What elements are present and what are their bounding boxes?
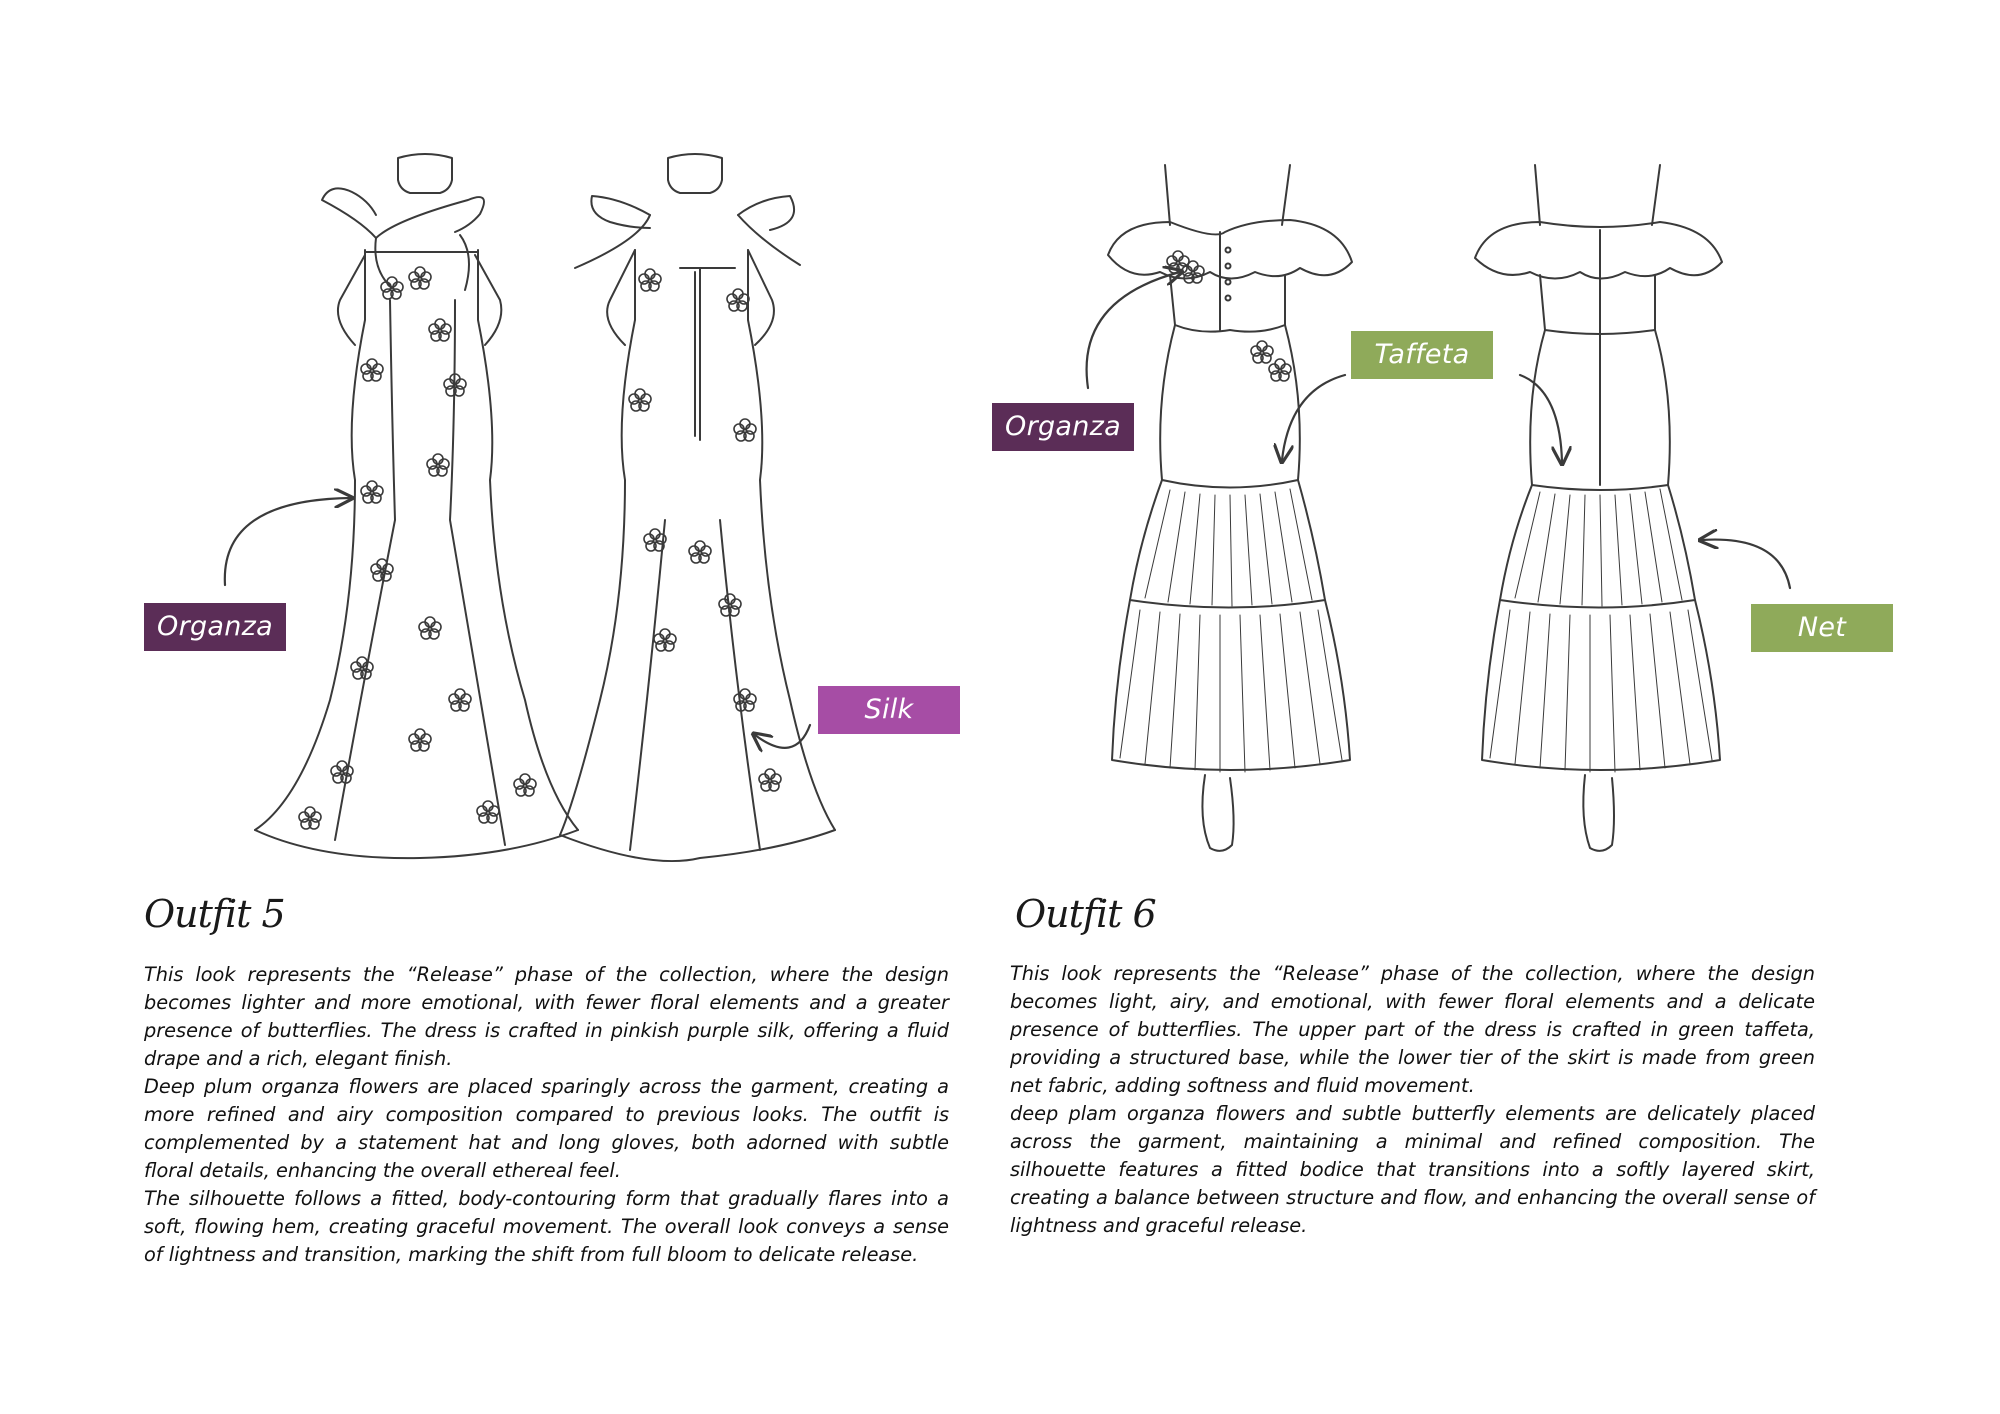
silk-tag: Silk	[818, 686, 960, 734]
outfit5-front-sketch	[255, 154, 578, 858]
outfit5-paragraph-1: This look represents the “Release” phase of the collection, where the design becomes lighter and more emotional, with fewer floral elements and a greater presence of butterflies. The dress is crafted in pinkish purple silk, offering a fluid drape and a rich, elegant finish.	[144, 963, 949, 1070]
outfit5-paragraph-2: Deep plum organza flowers are placed sparingly across the garment, creating a more refined and airy composition compared to previous looks. The outfit is complemented by a statement hat and long gloves, both adorned with subtle floral details, enhancing the overall ethereal feel.	[144, 1075, 949, 1182]
outfit5-title: Outfit 5	[144, 892, 285, 936]
outfit5-back-sketch	[560, 154, 835, 861]
outfit6-paragraph-2: deep plam organza flowers and subtle butterfly elements are delicately placed across the garment, maintaining a minimal and refined composition. The silhouette features a fitted bodice that transitions into a softly layered skirt, creating a balance between structure and flow, and enhancing the overall sense of lightness and graceful release.	[1010, 1102, 1815, 1237]
outfit6-back-sketch	[1475, 165, 1722, 851]
outfit6-paragraph-1: This look represents the “Release” phase of the collection, where the design becomes light, airy, and emotional, with fewer floral elements and a delicate presence of butterflies. The upper part of the dress is crafted in green taffeta, providing a structured base, while the lower tier of the skirt is made from green net fabric, adding softness and fluid movement.	[1010, 962, 1815, 1097]
organza-tag-outfit5: Organza	[144, 603, 286, 651]
outfit5-paragraph-3: The silhouette follows a fitted, body-contouring form that gradually flares into a soft, flowing hem, creating graceful movement. The overall look conveys a sense of lightness and transition, marking the shift from full bloom to delicate release.	[144, 1187, 949, 1266]
taffeta-tag: Taffeta	[1351, 331, 1493, 379]
net-tag: Net	[1751, 604, 1893, 652]
outfit6-front-sketch	[1108, 165, 1352, 851]
organza-tag-outfit6: Organza	[992, 403, 1134, 451]
organza-arrow-outfit5	[225, 498, 350, 585]
taffeta-arrow	[1282, 375, 1345, 460]
net-arrow	[1702, 540, 1790, 588]
outfit6-title: Outfit 6	[1015, 892, 1156, 936]
outfit6-description	[1010, 960, 1815, 1240]
outfit5-description	[144, 961, 949, 1269]
taffeta-arrow-back	[1520, 375, 1562, 462]
